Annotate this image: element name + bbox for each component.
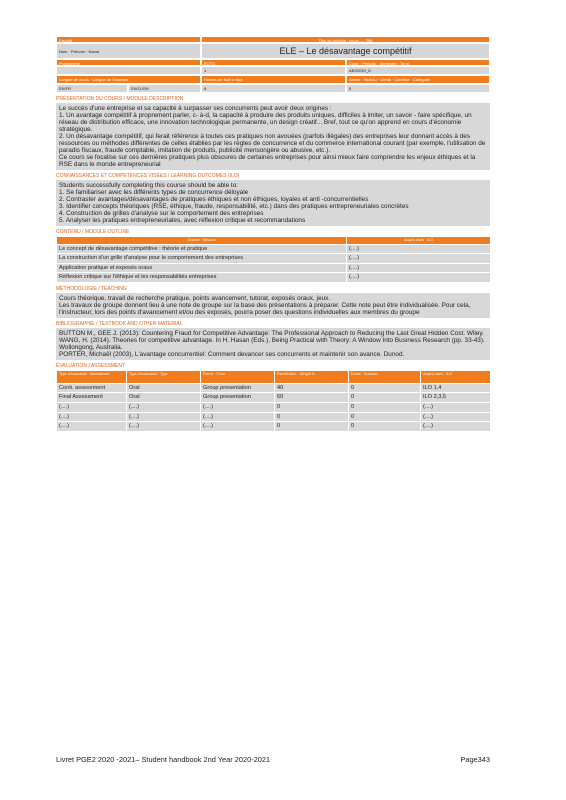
bibliography-entry: PORTER, Michaël (2003), L'avantage concurrentiel: Comment devancer ses concurrents et maintenir son avance. Dunod. bbox=[59, 350, 405, 358]
table-row bbox=[57, 263, 491, 273]
outcome-line: Students successfully completing this course should be able to: bbox=[59, 182, 239, 189]
eval-cell: (....) bbox=[127, 422, 201, 432]
course-title: ELE – Le désavantage compétitif bbox=[201, 43, 490, 59]
eval-cell: Group presentation bbox=[201, 383, 275, 393]
header-row-4 bbox=[56, 66, 490, 75]
program-label: Programme bbox=[56, 59, 201, 66]
outcome-line: 5. Analyser les pratiques entrepreneuriales, avec réflexion critique et recommandations bbox=[59, 217, 306, 224]
content-ilo: (....) bbox=[347, 254, 491, 264]
eval-cell: 0 bbox=[349, 393, 421, 403]
content-ilo: (....) bbox=[347, 244, 491, 254]
content-topic: Réflexion critique sur l'éthique et les responsabilités entreprises bbox=[57, 273, 347, 283]
bibliography-heading: BIBLIOGRAPHIE / TEXTBOOK AND OTHER MATERIAL bbox=[56, 320, 183, 327]
ects-value: 1 bbox=[201, 66, 346, 75]
eval-header-assessment: Type d'évaluation · Assessment bbox=[57, 370, 127, 383]
eval-cell: (....) bbox=[57, 403, 127, 413]
eval-cell: Final Assessment bbox=[57, 393, 127, 403]
bibliography-box bbox=[56, 328, 490, 360]
methodology-box bbox=[56, 293, 490, 318]
eval-cell: (....) bbox=[127, 412, 201, 422]
presentation-heading: PRÉSENTATION DU COURS / MODULE DESCRIPTION bbox=[56, 96, 184, 102]
eval-header-weight: Pondération · Weight % bbox=[275, 370, 349, 383]
evaluation-table bbox=[56, 370, 491, 432]
table-row bbox=[57, 383, 491, 393]
language-value: EN/FR bbox=[56, 84, 128, 93]
faculty-label: Faculté bbox=[56, 36, 201, 43]
eval-cell: 0 bbox=[349, 422, 421, 432]
table-row bbox=[57, 412, 491, 422]
content-topic: Application pratique et exposés oraux bbox=[57, 263, 347, 273]
presentation-line: Ce cours se focalise sur ces dernières pratiques plus obscures de certaines entreprises pour ainsi mieux faire comprendre les enjeux éthiques et la RSE dans le monde entrepreneurial bbox=[59, 154, 476, 168]
bibliography-entry: BUTTON M., GEE J. (2013): Countering Fraud for Competitive Advantage: The Professional Approach to Reducing the Last Great Hidden Cost. Wiley. bbox=[59, 329, 484, 337]
code-label: Code · Période · Semestre · Term bbox=[346, 59, 490, 66]
content-ilo: (....) bbox=[347, 263, 491, 273]
eval-cell: Conti. assessment bbox=[57, 383, 127, 393]
language-exam-value: ENGLISH bbox=[128, 84, 201, 93]
eval-cell: (....) bbox=[421, 422, 491, 432]
eval-header-ilo: Acquis visés · ILO bbox=[421, 370, 491, 383]
eval-cell: (....) bbox=[421, 412, 491, 422]
header-row-6 bbox=[56, 84, 490, 93]
footer-handbook-title: Livret PGE2 2020 -2021– Student handbook 2nd Year 2020-2021 bbox=[56, 755, 271, 764]
presentation-box bbox=[56, 103, 490, 170]
eval-cell: (....) bbox=[421, 403, 491, 413]
table-row bbox=[57, 393, 491, 403]
table-row bbox=[57, 254, 491, 264]
language-label: Langue de cours · Langue de l'examen bbox=[56, 75, 201, 84]
methodology-heading: MÉTHODOLOGIE / TEACHING bbox=[56, 285, 127, 292]
table-row bbox=[57, 403, 491, 413]
eval-cell: 0 bbox=[275, 403, 349, 413]
outcome-line: 3. Identifier concepts théoriques (RSE, éthique, fraude, responsabilité, etc.) dans des pratiques entrepreneuriales concrètes bbox=[59, 203, 409, 210]
page-footer bbox=[56, 755, 490, 764]
outcome-line: 2. Contraster avantages/désavantages de pratiques éthiques et non éthiques, loyales et anti -concurrentielles bbox=[59, 196, 369, 203]
course-sheet bbox=[56, 36, 490, 432]
program-value bbox=[56, 66, 201, 75]
eval-header-type: Type d'évaluation · Type bbox=[127, 370, 201, 383]
outcome-line: 1. Se familiariser avec les différents types de concurrence déloyale bbox=[59, 189, 249, 196]
eval-cell: (....) bbox=[201, 412, 275, 422]
hours-value: 8 bbox=[201, 84, 346, 93]
header-row-1 bbox=[56, 36, 490, 43]
eval-cell: (....) bbox=[127, 403, 201, 413]
methodology-line: Les travaux de groupe donnent lieu à une note de groupe sur la base des présentations à préparer. Cette note peut être individualisée. Pour cela, l'instructeur, lors des points d'avancement et/ou des exposés, pourra poser des questions individuelles aux membres du groupe bbox=[59, 301, 471, 316]
eval-cell: 60 bbox=[275, 393, 349, 403]
eval-cell: 0 bbox=[349, 403, 421, 413]
eval-cell: Group presentation bbox=[201, 393, 275, 403]
outcomes-box bbox=[56, 180, 490, 226]
presentation-line: Le succès d'une entreprise et sa capacité à surpasser ses concurrents peut avoir deux origines : bbox=[59, 105, 332, 112]
eval-cell: 0 bbox=[275, 422, 349, 432]
eval-cell: Oral bbox=[127, 383, 201, 393]
eval-cell: (....) bbox=[201, 422, 275, 432]
level-label: Année · Niveau · Crédit · Contrôle · Catégorie bbox=[346, 75, 490, 84]
content-header-session: Séance · Session bbox=[57, 237, 347, 245]
presentation-line: 2. Un désavantage compétitif, qui ferait référence à toutes ces pratiques non avouées (parfois illégales) des entreprises leur donnant accès à des ressources ou méthodes différentes de celles établies par les règles de concurrence et du commerce international courant (par exemple, l'utilisation de paradis fiscaux, fraude comptable, imitation de produits, publicité mensongère ou abusive, etc.). bbox=[59, 133, 486, 154]
header-row-2 bbox=[56, 43, 490, 59]
presentation-line: 1. Un avantage compétitif à proprement parler, c- à-d, la capacité à produire des produits uniques, difficiles à imiter, un savoir - faire spécifique, un réseau de distribution efficace, une innovation technologique permanente, un design créatif... Bref, tout ce qu'on apprend en cours d'économie stratégique. bbox=[59, 112, 472, 133]
evaluation-heading: ÉVALUATION / ASSESSMENT bbox=[56, 362, 125, 369]
outcome-line: 4. Construction de grilles d'analyse sur le comportement des entreprises bbox=[59, 210, 264, 217]
eval-cell: Oral bbox=[127, 393, 201, 403]
eval-cell: 40 bbox=[275, 383, 349, 393]
eval-cell: ILO 2,3,5 bbox=[421, 393, 491, 403]
header-row-5 bbox=[56, 75, 490, 84]
eval-cell: (....) bbox=[57, 422, 127, 432]
content-heading: CONTENU / MODULE OUTLINE bbox=[56, 229, 130, 235]
content-topic: Le concept de désavantage compétitive : théorie et pratique bbox=[57, 244, 347, 254]
outcomes-heading: CONNAISSANCES ET COMPÉTENCES VISÉES / LEARNING OUTCOMES (ILO) bbox=[56, 173, 240, 179]
eval-header-form: Forme · Form bbox=[201, 370, 275, 383]
course-title-label: Titre du module / cours — Title bbox=[201, 36, 490, 43]
header-row-3 bbox=[56, 59, 490, 66]
bibliography-entry: WANG, H. (2014). Theories for competitive advantage. In H. Hasan (Eds.), Being Practical with Theory: A Window Into Business Research (pp. 33-43). Wollongong, Australia. bbox=[59, 336, 485, 351]
code-value: ABS2020_D bbox=[346, 66, 490, 75]
content-header-ilo: Acquis visés · ILO bbox=[347, 237, 491, 245]
footer-page-number: Page343 bbox=[460, 755, 490, 764]
ects-label: ECTS bbox=[201, 59, 346, 66]
content-topic: La construction d'un grille d'analyse pour le comportement des entreprises bbox=[57, 254, 347, 264]
methodology-line: Cours théorique, travail de recherche pratique, points avancement, tutorat, exposés oraux, jeux. bbox=[59, 294, 331, 302]
eval-cell: 0 bbox=[275, 412, 349, 422]
content-ilo: (....) bbox=[347, 273, 491, 283]
table-row bbox=[57, 244, 491, 254]
eval-cell: (....) bbox=[57, 412, 127, 422]
level-value: 5 bbox=[346, 84, 490, 93]
professor-name: Nom · Prénom · Name bbox=[56, 43, 201, 59]
eval-cell: ILO 1,4 bbox=[421, 383, 491, 393]
eval-cell: (....) bbox=[201, 403, 275, 413]
content-table bbox=[56, 236, 491, 283]
eval-cell: 0 bbox=[349, 412, 421, 422]
eval-cell: 0 bbox=[349, 383, 421, 393]
table-row bbox=[57, 422, 491, 432]
hours-label: Heures de face à face bbox=[201, 75, 346, 84]
eval-header-duration: Durée · Duration bbox=[349, 370, 421, 383]
table-row bbox=[57, 273, 491, 283]
